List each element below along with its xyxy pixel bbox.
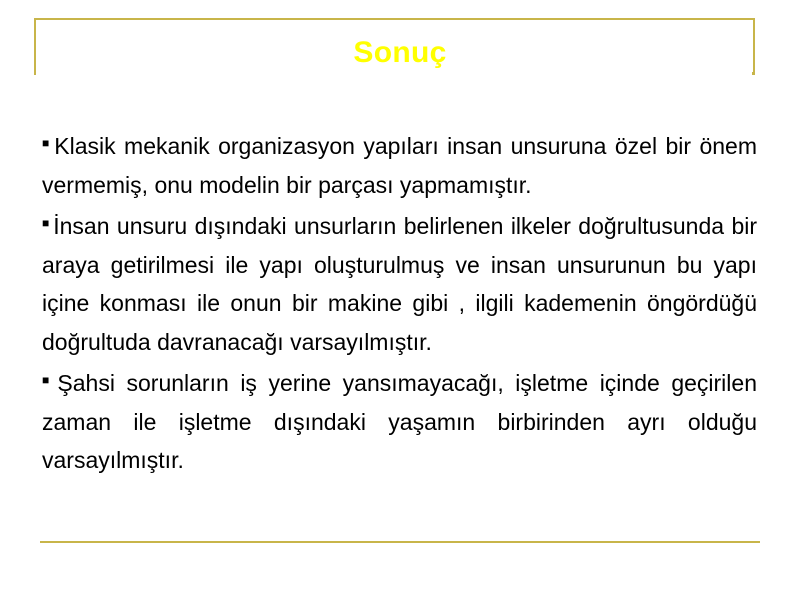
square-bullet-icon: ■	[42, 373, 55, 387]
bullet-text: Klasik mekanik organizasyon yapıları insan unsuruna özel bir önem vermemiş, onu modelin bir parçası yapmamıştır.	[42, 133, 758, 198]
square-bullet-icon: ■	[42, 136, 52, 150]
square-bullet-icon: ■	[42, 216, 51, 230]
frame-bottom-line	[40, 541, 760, 543]
bullet-item	[42, 204, 757, 361]
bullet-list	[42, 124, 757, 480]
slide-title: Sonuç	[353, 36, 447, 69]
bullet-item	[42, 361, 757, 480]
bullet-text: İnsan unsuru dışındaki unsurların belirlenen ilkeler doğrultusunda bir araya getirilmesi ile yapı oluşturulmuş ve insan unsurunun bu yapı içine konması ile onun bir makine gibi , ilgili kademenin öngördüğü doğrultuda davranacağı varsayılmıştır.	[42, 213, 758, 355]
bullet-item	[42, 124, 757, 204]
frame-top-line	[34, 18, 755, 20]
frame-corner-dot	[752, 72, 755, 75]
bullet-text: Şahsi sorunların iş yerine yansımayacağı, işletme içinde geçirilen zaman ile işletme dışındaki yaşamın birbirinden ayrı olduğu varsayılmıştır.	[42, 370, 757, 473]
